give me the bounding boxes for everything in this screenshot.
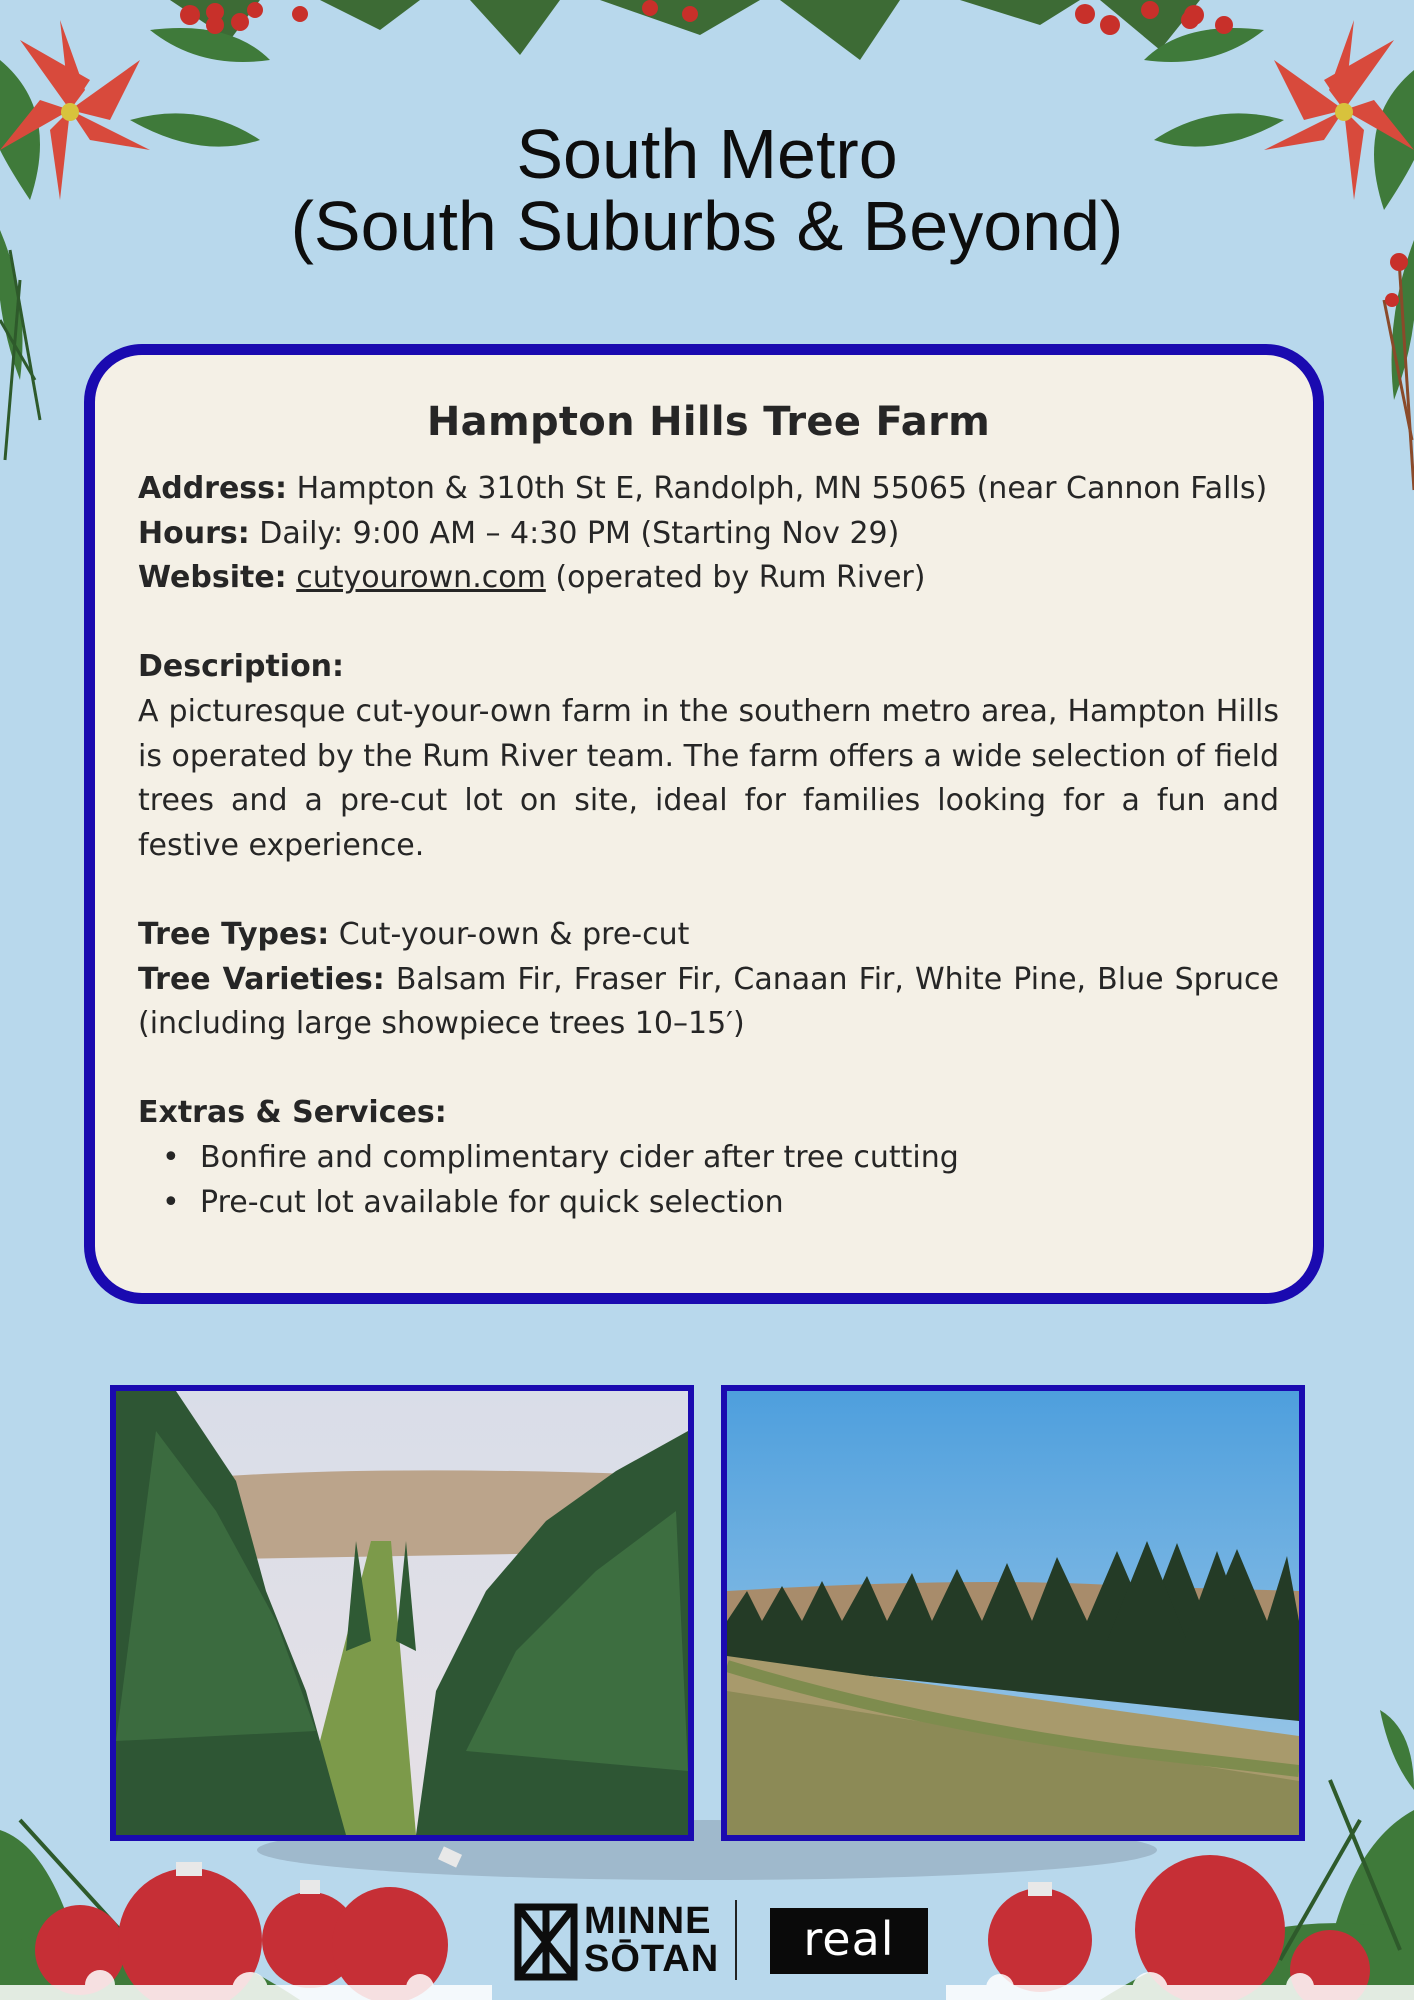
hours-value: Daily: 9:00 AM – 4:30 PM (Starting Nov 29) [259,515,900,551]
address-value: Hampton & 310th St E, Randolph, MN 55065 (near Cannon Falls) [296,471,1268,506]
description-text: A picturesque cut-your-own farm in the southern metro area, Hampton Hills is operated by the Rum River team. The farm offers a wide selection of field trees and a pre-cut lot on site, ideal for families looking for a fun and festive experience. [138,693,1279,863]
extras-list [138,1136,1279,1225]
hours-label: Hours: [138,515,250,551]
logo-divider [735,1900,737,1980]
hours-line [138,512,1279,557]
description-heading [138,645,1279,690]
extras-item: • Bonfire and complimentary cider after tree cutting [162,1136,1279,1181]
website-link[interactable]: cutyourown.com [296,560,546,596]
tree-varieties-line [138,958,1279,1047]
minnesotan-logo-text [584,1902,719,1978]
sponsor-logo-bar [492,1880,946,2000]
website-line [138,556,1279,601]
extras-label: Extras & Services: [138,1095,447,1131]
farm-name: Hampton Hills Tree Farm [426,399,991,445]
tree-varieties-value: Balsam Fir, Fraser Fir, Canaan Fir, White Pine, Blue Spruce (including large showpiece trees 10–15′) [138,961,1280,1042]
tree-field-photo-right [721,1385,1305,1841]
farm-info-card [84,344,1324,1304]
minnesotan-logo-icon [514,1903,578,1981]
tree-types-line [138,913,1279,958]
real-logo: real [770,1908,928,1974]
page-title-line1: South Metro [516,115,898,193]
page-title-line2: (South Suburbs & Beyond) [290,187,1124,265]
tree-rows-photo-left [110,1385,694,1841]
address-line [138,467,1279,512]
website-note: (operated by Rum River) [555,560,926,596]
extras-item: • Pre-cut lot available for quick selection [162,1181,1279,1226]
description-label: Description: [138,649,345,685]
minnesotan-logo-line1: MINNE [584,1900,712,1942]
tree-types-label: Tree Types: [138,916,330,952]
tree-varieties-label: Tree Varieties: [138,961,385,997]
tree-types-value: Cut-your-own & pre-cut [338,916,690,952]
minnesotan-logo-line2: SŌTAN [584,1938,720,1980]
address-label: Address: [138,471,288,506]
extras-heading [138,1091,1279,1136]
page-title [0,115,1414,265]
website-label: Website: [138,560,287,596]
